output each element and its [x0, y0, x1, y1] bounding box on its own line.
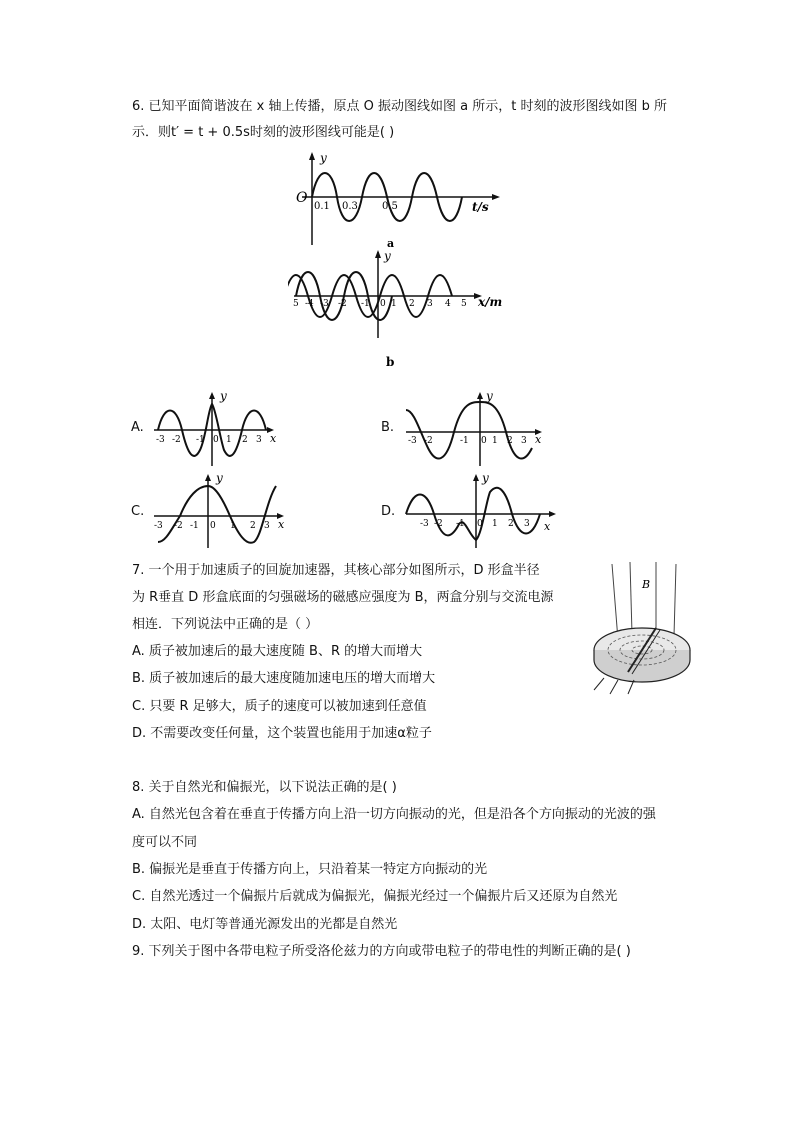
fig-b-tick: -3	[320, 299, 329, 309]
q8-option-d[interactable]: D. 太阳、电灯等普通光源发出的光都是自然光	[132, 917, 398, 932]
opt-a-tick: 0	[213, 435, 219, 445]
opt-a-tick: -1	[196, 435, 205, 445]
fig-a-origin-label: O	[296, 190, 308, 206]
fig-b-tick: 1	[391, 299, 397, 309]
fig-b-x-label: x/m	[478, 295, 503, 309]
opt-b-tick: -1	[460, 436, 469, 446]
opt-a-tick: 2	[242, 435, 248, 445]
q6-option-b-label: B.	[381, 420, 395, 435]
q6-stem-line1: 6. 已知平面简谐波在 x 轴上传播，原点 O 振动图线如图 a 所示，t 时刻的波形图线如图 b 所	[132, 99, 667, 114]
q8-option-c[interactable]: C. 自然光透过一个偏振片后就成为偏振光，偏振光经过一个偏振片后又还原为自然光	[132, 889, 618, 904]
opt-d-tick: -2	[434, 519, 443, 529]
fig-b-tick: 5	[461, 299, 467, 309]
opt-b-tick: 2	[507, 436, 513, 446]
fig-b-caption: b	[386, 355, 395, 369]
cyclotron-b-label: B	[642, 578, 651, 591]
opt-b-y-label: y	[486, 390, 493, 403]
q8-stem: 8. 关于自然光和偏振光，以下说法正确的是( )	[132, 780, 397, 795]
fig-b-tick: -1	[361, 299, 370, 309]
opt-b-tick: 0	[481, 436, 487, 446]
opt-b-tick: -2	[424, 436, 433, 446]
fig-b-tick: 2	[409, 299, 415, 309]
q7-option-c[interactable]: C. 只要 R 足够大，质子的速度可以被加速到任意值	[132, 699, 427, 714]
fig-a-tick: 0.3	[342, 201, 358, 212]
opt-c-tick: -3	[154, 521, 163, 531]
opt-a-tick: 3	[256, 435, 262, 445]
opt-c-tick: -1	[190, 521, 199, 531]
opt-d-tick: 1	[492, 519, 498, 529]
opt-c-tick: 1	[230, 521, 236, 531]
opt-a-x-label: x	[270, 432, 277, 445]
fig-b-tick: 4	[445, 299, 451, 309]
q8-option-a-line2[interactable]: 度可以不同	[132, 835, 198, 850]
opt-d-tick: -3	[420, 519, 429, 529]
opt-d-tick: 2	[508, 519, 514, 529]
opt-b-x-label: x	[535, 433, 542, 446]
opt-c-y-label: y	[216, 472, 223, 485]
fig-a-tick: 0.5	[382, 201, 398, 212]
q7-option-a[interactable]: A. 质子被加速后的最大速度随 B、R 的增大而增大	[132, 644, 423, 659]
q6-option-b-graph[interactable]	[402, 390, 547, 470]
q6-option-a-label: A.	[131, 420, 144, 435]
q6-option-c-label: C.	[131, 504, 145, 519]
q6-option-d-graph[interactable]	[402, 472, 562, 552]
cyclotron-figure	[590, 560, 700, 695]
fig-a-caption: a	[387, 237, 395, 250]
opt-c-tick: 0	[210, 521, 216, 531]
q7-option-b[interactable]: B. 质子被加速后的最大速度随加速电压的增大而增大	[132, 671, 436, 686]
opt-d-tick: -1	[456, 519, 465, 529]
fig-a-t-label: t/s	[472, 200, 489, 214]
q8-option-a-line1[interactable]: A. 自然光包含着在垂直于传播方向上沿一切方向振动的光，但是沿各个方向振动的光波的强	[132, 807, 656, 822]
fig-b-tick: -2	[338, 299, 347, 309]
opt-b-tick: -3	[408, 436, 417, 446]
q6-option-a-graph[interactable]	[150, 390, 280, 470]
fig-a-y-label: y	[320, 151, 327, 165]
fig-b-tick: 5	[293, 299, 299, 309]
fig-b-tick: 0	[380, 299, 386, 309]
q6-option-d-label: D.	[381, 504, 396, 519]
q9-stem: 9. 下列关于图中各带电粒子所受洛伦兹力的方向或带电粒子的带电性的判断正确的是( )	[132, 944, 631, 959]
fig-a-tick: 0.1	[314, 201, 330, 212]
opt-c-x-label: x	[278, 518, 285, 531]
opt-d-tick: 0	[477, 519, 483, 529]
q6-option-c-graph[interactable]	[150, 472, 292, 552]
opt-c-tick: 3	[264, 521, 270, 531]
opt-a-tick: 1	[226, 435, 232, 445]
q6-figure-a	[290, 150, 510, 250]
opt-d-y-label: y	[482, 472, 489, 485]
q6-stem-line2: 示．则t′ = t + 0.5s时刻的波形图线可能是( )	[132, 125, 395, 140]
opt-d-tick: 3	[524, 519, 530, 529]
q8-option-b[interactable]: B. 偏振光是垂直于传播方向上，只沿着某一特定方向振动的光	[132, 862, 488, 877]
opt-c-tick: -2	[174, 521, 183, 531]
opt-b-tick: 3	[521, 436, 527, 446]
q7-stem-line3: 相连．下列说法中正确的是（ ）	[132, 617, 319, 632]
fig-b-tick: -4	[305, 299, 314, 309]
opt-a-y-label: y	[220, 390, 227, 403]
opt-a-tick: -2	[172, 435, 181, 445]
opt-a-tick: -3	[156, 435, 165, 445]
q7-stem-line2: 为 R垂直 D 形盒底面的匀强磁场的磁感应强度为 B，两盒分别与交流电源	[132, 590, 554, 605]
q7-stem-line1: 7. 一个用于加速质子的回旋加速器，其核心部分如图所示，D 形盒半径	[132, 563, 540, 578]
opt-b-tick: 1	[492, 436, 498, 446]
opt-d-x-label: x	[544, 520, 551, 533]
q7-option-d[interactable]: D. 不需要改变任何量，这个装置也能用于加速α粒子	[132, 726, 432, 741]
opt-c-tick: 2	[250, 521, 256, 531]
q6-figure-b	[288, 248, 518, 370]
fig-b-tick: 3	[427, 299, 433, 309]
fig-b-y-label: y	[384, 249, 391, 263]
